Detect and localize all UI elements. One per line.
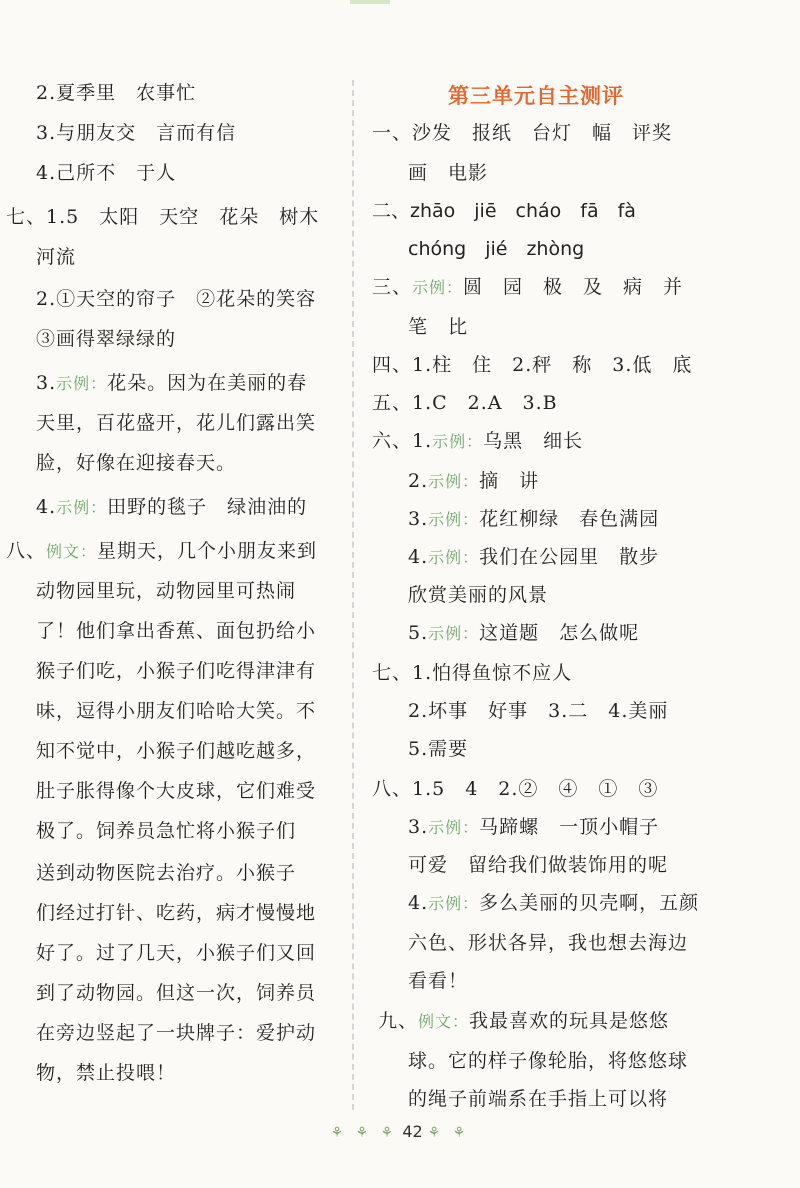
column-divider [352, 80, 354, 1110]
item-number: 3. [408, 508, 429, 530]
top-decoration [350, 0, 390, 4]
section-label: 三、 [372, 276, 413, 298]
answer-line: 画 电影 [408, 162, 489, 184]
answer-text: 我最喜欢的玩具是悠悠 [469, 1010, 670, 1032]
section-7-line [6, 204, 319, 230]
answer-line: 在旁边竖起了一块牌子：爱护动 [36, 1022, 317, 1044]
answer-line: 2.坏事 好事 3.二 4.美丽 [408, 700, 669, 722]
answer-line: ③画得翠绿绿的 [36, 328, 177, 350]
answer-line: 2.夏季里 农事忙 [36, 82, 197, 104]
answer-line: 的绳子前端系在手指上可以将 [408, 1088, 669, 1110]
item-number: 4. [36, 496, 57, 518]
answer-line: 六色、形状各异，我也想去海边 [408, 932, 689, 954]
answer-line: 可爱 留给我们做装饰用的呢 [408, 854, 669, 876]
answer-line: 欣赏美丽的风景 [408, 584, 549, 606]
answer-line: 猴子们吃，小猴子们吃得津津有 [36, 660, 317, 682]
answer-line [408, 506, 659, 533]
answer-line: 动物园里玩，动物园里可热闹 [36, 580, 297, 602]
answer-line: 脸，好像在迎接春天。 [36, 452, 237, 474]
example-tag: 示例： [428, 818, 480, 837]
example-tag: 示例： [428, 894, 480, 913]
answer-line: 极了。饲养员急忙将小猴子们 [36, 820, 297, 842]
answer-line [408, 814, 659, 841]
answer-line [408, 544, 659, 571]
answer-line: 肚子胀得像个大皮球，它们难受 [36, 780, 317, 802]
section-7-line: 七、1.怕得鱼惊不应人 [372, 662, 573, 684]
answer-line: 们经过打针、吃药，病才慢慢地 [36, 902, 317, 924]
example-tag: 示例： [412, 278, 464, 297]
answer-line: 送到动物医院去治疗。小猴子 [36, 862, 297, 884]
section-label: 八、 [6, 540, 47, 562]
answer-line: 2.①天空的帘子 ②花朵的笑容 [36, 288, 317, 310]
answer-line: 球。它的样子像轮胎，将悠悠球 [408, 1050, 689, 1072]
answer-line [36, 494, 307, 521]
answer-text: 花朵。因为在美丽的春 [107, 372, 308, 394]
example-tag: 例文： [46, 542, 98, 561]
answer-line: 看看！ [408, 970, 469, 992]
answer-text: 花红柳绿 春色满园 [479, 508, 660, 530]
answer-text: 摘 讲 [479, 470, 540, 492]
answer-line: 到了动物园。但这一次，饲养员 [36, 982, 317, 1004]
flower-decoration-icon: ⚘ ⚘ ⚘ [330, 1125, 398, 1141]
section-8-line [6, 538, 317, 565]
answer-text: 马蹄螺 一顶小帽子 [479, 816, 660, 838]
answer-line: 天里，百花盛开，花儿们露出笑 [36, 412, 317, 434]
answer-line: 味，逗得小朋友们哈哈大笑。不 [36, 700, 317, 722]
example-tag: 示例： [56, 498, 108, 517]
unit-test-title: 第三单元自主测评 [448, 84, 624, 108]
answer-line: 好了。过了几天，小猴子们又回 [36, 942, 317, 964]
example-tag: 例文： [418, 1012, 470, 1031]
section-4-line: 四、1.柱 住 2.秤 称 3.低 底 [372, 354, 693, 376]
answer-line: 物，禁止投喂！ [36, 1062, 177, 1084]
answer-line [408, 620, 639, 647]
example-tag: 示例： [56, 374, 108, 393]
item-number: 4. [408, 892, 429, 914]
section-8-line: 八、1.5 4 2.② ④ ① ③ [372, 778, 659, 800]
example-tag: 示例： [432, 432, 484, 451]
answer-line: 3.与朋友交 言而有信 [36, 122, 237, 144]
answer-line: 了！他们拿出香蕉、面包扔给小 [36, 620, 317, 642]
answer-line: 5.需要 [408, 738, 469, 760]
page-number: 42 [402, 1122, 423, 1141]
section-3-line [372, 274, 683, 301]
section-2-line: 二、zhāo jiē cháo fā fà [372, 200, 636, 222]
section-label: 七、 [6, 206, 47, 228]
answer-text: 多么美丽的贝壳啊，五颜 [479, 892, 700, 914]
section-6-line [372, 428, 583, 455]
answer-text: 1.5 太阳 天空 花朵 树木 [46, 206, 320, 228]
answer-text: 乌黑 细长 [483, 430, 584, 452]
answer-text: 我们在公园里 散步 [479, 546, 660, 568]
item-number: 2. [408, 470, 429, 492]
section-label: 六、1. [372, 430, 433, 452]
example-tag: 示例： [428, 472, 480, 491]
example-tag: 示例： [428, 548, 480, 567]
section-9-line [378, 1008, 669, 1035]
flower-decoration-icon: ⚘ ⚘ [427, 1125, 470, 1141]
example-tag: 示例： [428, 624, 480, 643]
answer-line [36, 370, 307, 397]
answer-text: 田野的毯子 绿油油的 [107, 496, 308, 518]
answer-text: 星期天，几个小朋友来到 [97, 540, 318, 562]
answer-line: 河流 [36, 246, 77, 268]
answer-line: 4.己所不 于人 [36, 162, 177, 184]
section-1-line: 一、沙发 报纸 台灯 幅 评奖 [372, 122, 673, 144]
answer-text: 圆 园 极 及 病 并 [463, 276, 684, 298]
item-number: 3. [408, 816, 429, 838]
answer-line [408, 890, 699, 917]
answer-line [408, 468, 539, 495]
example-tag: 示例： [428, 510, 480, 529]
item-number: 4. [408, 546, 429, 568]
section-5-line: 五、1.C 2.A 3.B [372, 392, 558, 414]
answer-line: 知不觉中，小猴子们越吃越多， [36, 740, 317, 762]
section-label: 九、 [378, 1010, 419, 1032]
item-number: 5. [408, 622, 429, 644]
page-footer [0, 1122, 800, 1141]
answer-text: 这道题 怎么做呢 [479, 622, 640, 644]
item-number: 3. [36, 372, 57, 394]
answer-line: 笔 比 [408, 316, 469, 338]
answer-line: chóng jié zhòng [408, 238, 585, 260]
